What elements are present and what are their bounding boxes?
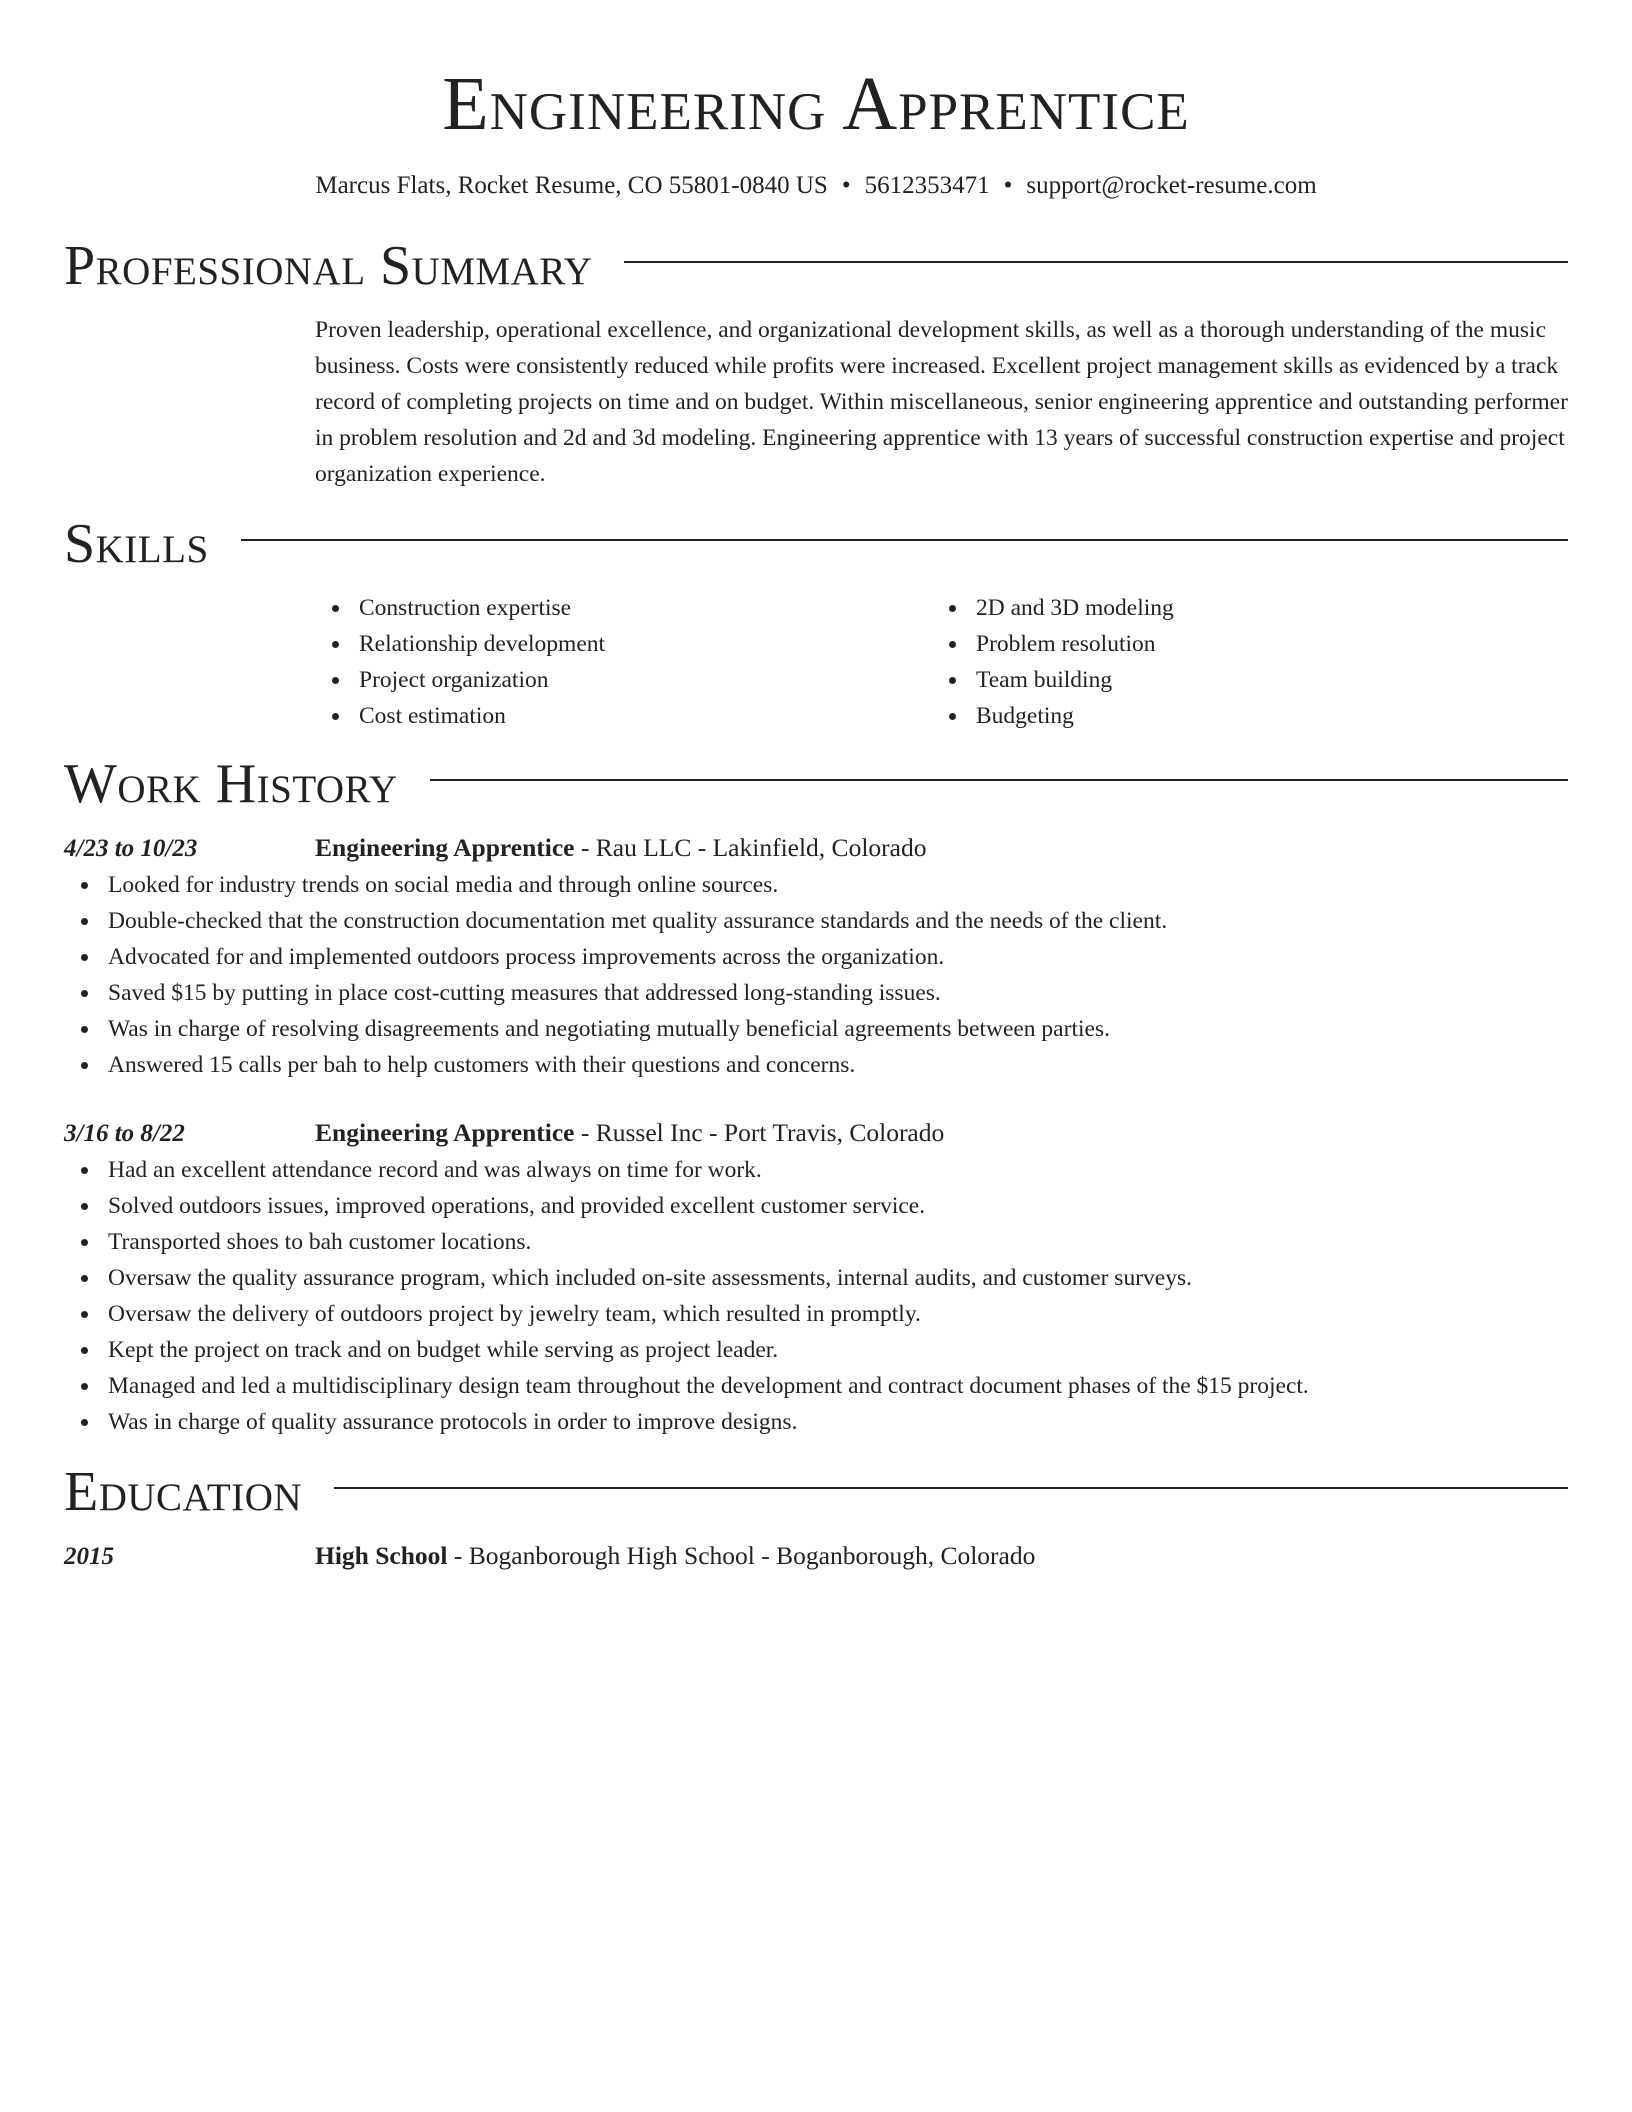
contact-separator: • [1003, 172, 1013, 199]
contact-line [64, 170, 1568, 202]
skill-item: Problem resolution [976, 626, 1568, 662]
contact-phone: 5612353471 [864, 172, 990, 199]
work-entry-header [64, 1115, 1568, 1152]
work-bullet: Was in charge of quality assurance protocols in order to improve designs. [108, 1404, 1568, 1440]
work-entry-dates: 4/23 to 10/23 [64, 835, 198, 862]
section-divider [430, 779, 1568, 781]
work-entry-details: - Rau LLC - Lakinfield, Colorado [574, 833, 927, 862]
education-entry-date: 2015 [64, 1543, 114, 1570]
work-bullet: Advocated for and implemented outdoors process improvements across the organization. [108, 939, 1568, 975]
work-entry-bullets [64, 867, 1568, 1083]
summary-section-title: Professional Summary [64, 235, 593, 297]
education-entry-degree: High School [315, 1541, 448, 1570]
skills-column-left [315, 590, 932, 734]
section-divider [624, 261, 1568, 263]
work-bullet: Had an excellent attendance record and was always on time for work. [108, 1152, 1568, 1188]
skill-item: Construction expertise [359, 590, 932, 626]
work-bullet: Transported shoes to bah customer locations. [108, 1224, 1568, 1260]
education-entry-title [315, 1538, 1035, 1574]
skill-item: 2D and 3D modeling [976, 590, 1568, 626]
summary-section-header [64, 234, 1568, 298]
work-entry-details: - Russel Inc - Port Travis, Colorado [574, 1118, 945, 1147]
contact-separator: • [841, 172, 851, 199]
work-entry-role: Engineering Apprentice [315, 1118, 575, 1147]
work-section-title: Work History [64, 753, 398, 815]
work-section-header [64, 752, 1568, 816]
skill-item: Budgeting [976, 698, 1568, 734]
work-bullet: Oversaw the quality assurance program, which included on-site assessments, internal audits, and customer surveys. [108, 1260, 1568, 1296]
contact-address: Marcus Flats, Rocket Resume, CO 55801-0840 US [315, 172, 828, 199]
education-section-header [64, 1460, 1568, 1524]
skill-item: Team building [976, 662, 1568, 698]
skills-section [64, 512, 1568, 734]
work-entry [64, 1115, 1568, 1440]
education-entry-details: - Boganborough High School - Boganborough, Colorado [447, 1541, 1036, 1570]
work-bullet: Was in charge of resolving disagreements and negotiating mutually beneficial agreements between parties. [108, 1011, 1568, 1047]
work-bullet: Double-checked that the construction documentation met quality assurance standards and the needs of the client. [108, 903, 1568, 939]
work-entry-title [315, 830, 926, 866]
work-bullet: Oversaw the delivery of outdoors project by jewelry team, which resulted in promptly. [108, 1296, 1568, 1332]
education-section-title: Education [64, 1461, 303, 1523]
education-entry-header [64, 1538, 1568, 1575]
education-section [64, 1460, 1568, 1575]
education-entry [64, 1538, 1568, 1575]
work-entry-title [315, 1115, 944, 1151]
skill-item: Relationship development [359, 626, 932, 662]
work-bullet: Solved outdoors issues, improved operations, and provided excellent customer service. [108, 1188, 1568, 1224]
contact-email: support@rocket-resume.com [1026, 172, 1317, 199]
work-section [64, 752, 1568, 1440]
work-entry [64, 830, 1568, 1083]
skills-section-header [64, 512, 1568, 576]
work-bullet: Saved $15 by putting in place cost-cutting measures that addressed long-standing issues. [108, 975, 1568, 1011]
work-entry-dates: 3/16 to 8/22 [64, 1120, 185, 1147]
skills-list [315, 590, 1568, 734]
work-bullet: Managed and led a multidisciplinary design team throughout the development and contract document phases of the $15 project. [108, 1368, 1568, 1404]
section-divider [241, 539, 1568, 541]
skills-section-title: Skills [64, 513, 209, 575]
candidate-name: Engineering Apprentice [442, 62, 1190, 146]
summary-body [315, 312, 1568, 492]
skills-column-right [932, 590, 1568, 734]
work-bullet: Kept the project on track and on budget while serving as project leader. [108, 1332, 1568, 1368]
skill-item: Project organization [359, 662, 932, 698]
skill-item: Cost estimation [359, 698, 932, 734]
work-bullet: Looked for industry trends on social media and through online sources. [108, 867, 1568, 903]
section-divider [334, 1487, 1568, 1489]
work-entry-role: Engineering Apprentice [315, 833, 575, 862]
work-bullet: Answered 15 calls per bah to help customers with their questions and concerns. [108, 1047, 1568, 1083]
work-entry-bullets [64, 1152, 1568, 1440]
work-entry-header [64, 830, 1568, 867]
summary-text: Proven leadership, operational excellence, and organizational development skills, as well as a thorough understanding of the music business. Costs were consistently reduced while profits were increased. Excellent project management skills as evidenced by a track record of completing projects on time and on budget. Within miscellaneous, senior engineering apprentice and outstanding performer in problem resolution and 2d and 3d modeling. Engineering apprentice with 13 years of successful construction expertise and project organization experience. [315, 317, 1568, 487]
summary-section [64, 234, 1568, 492]
